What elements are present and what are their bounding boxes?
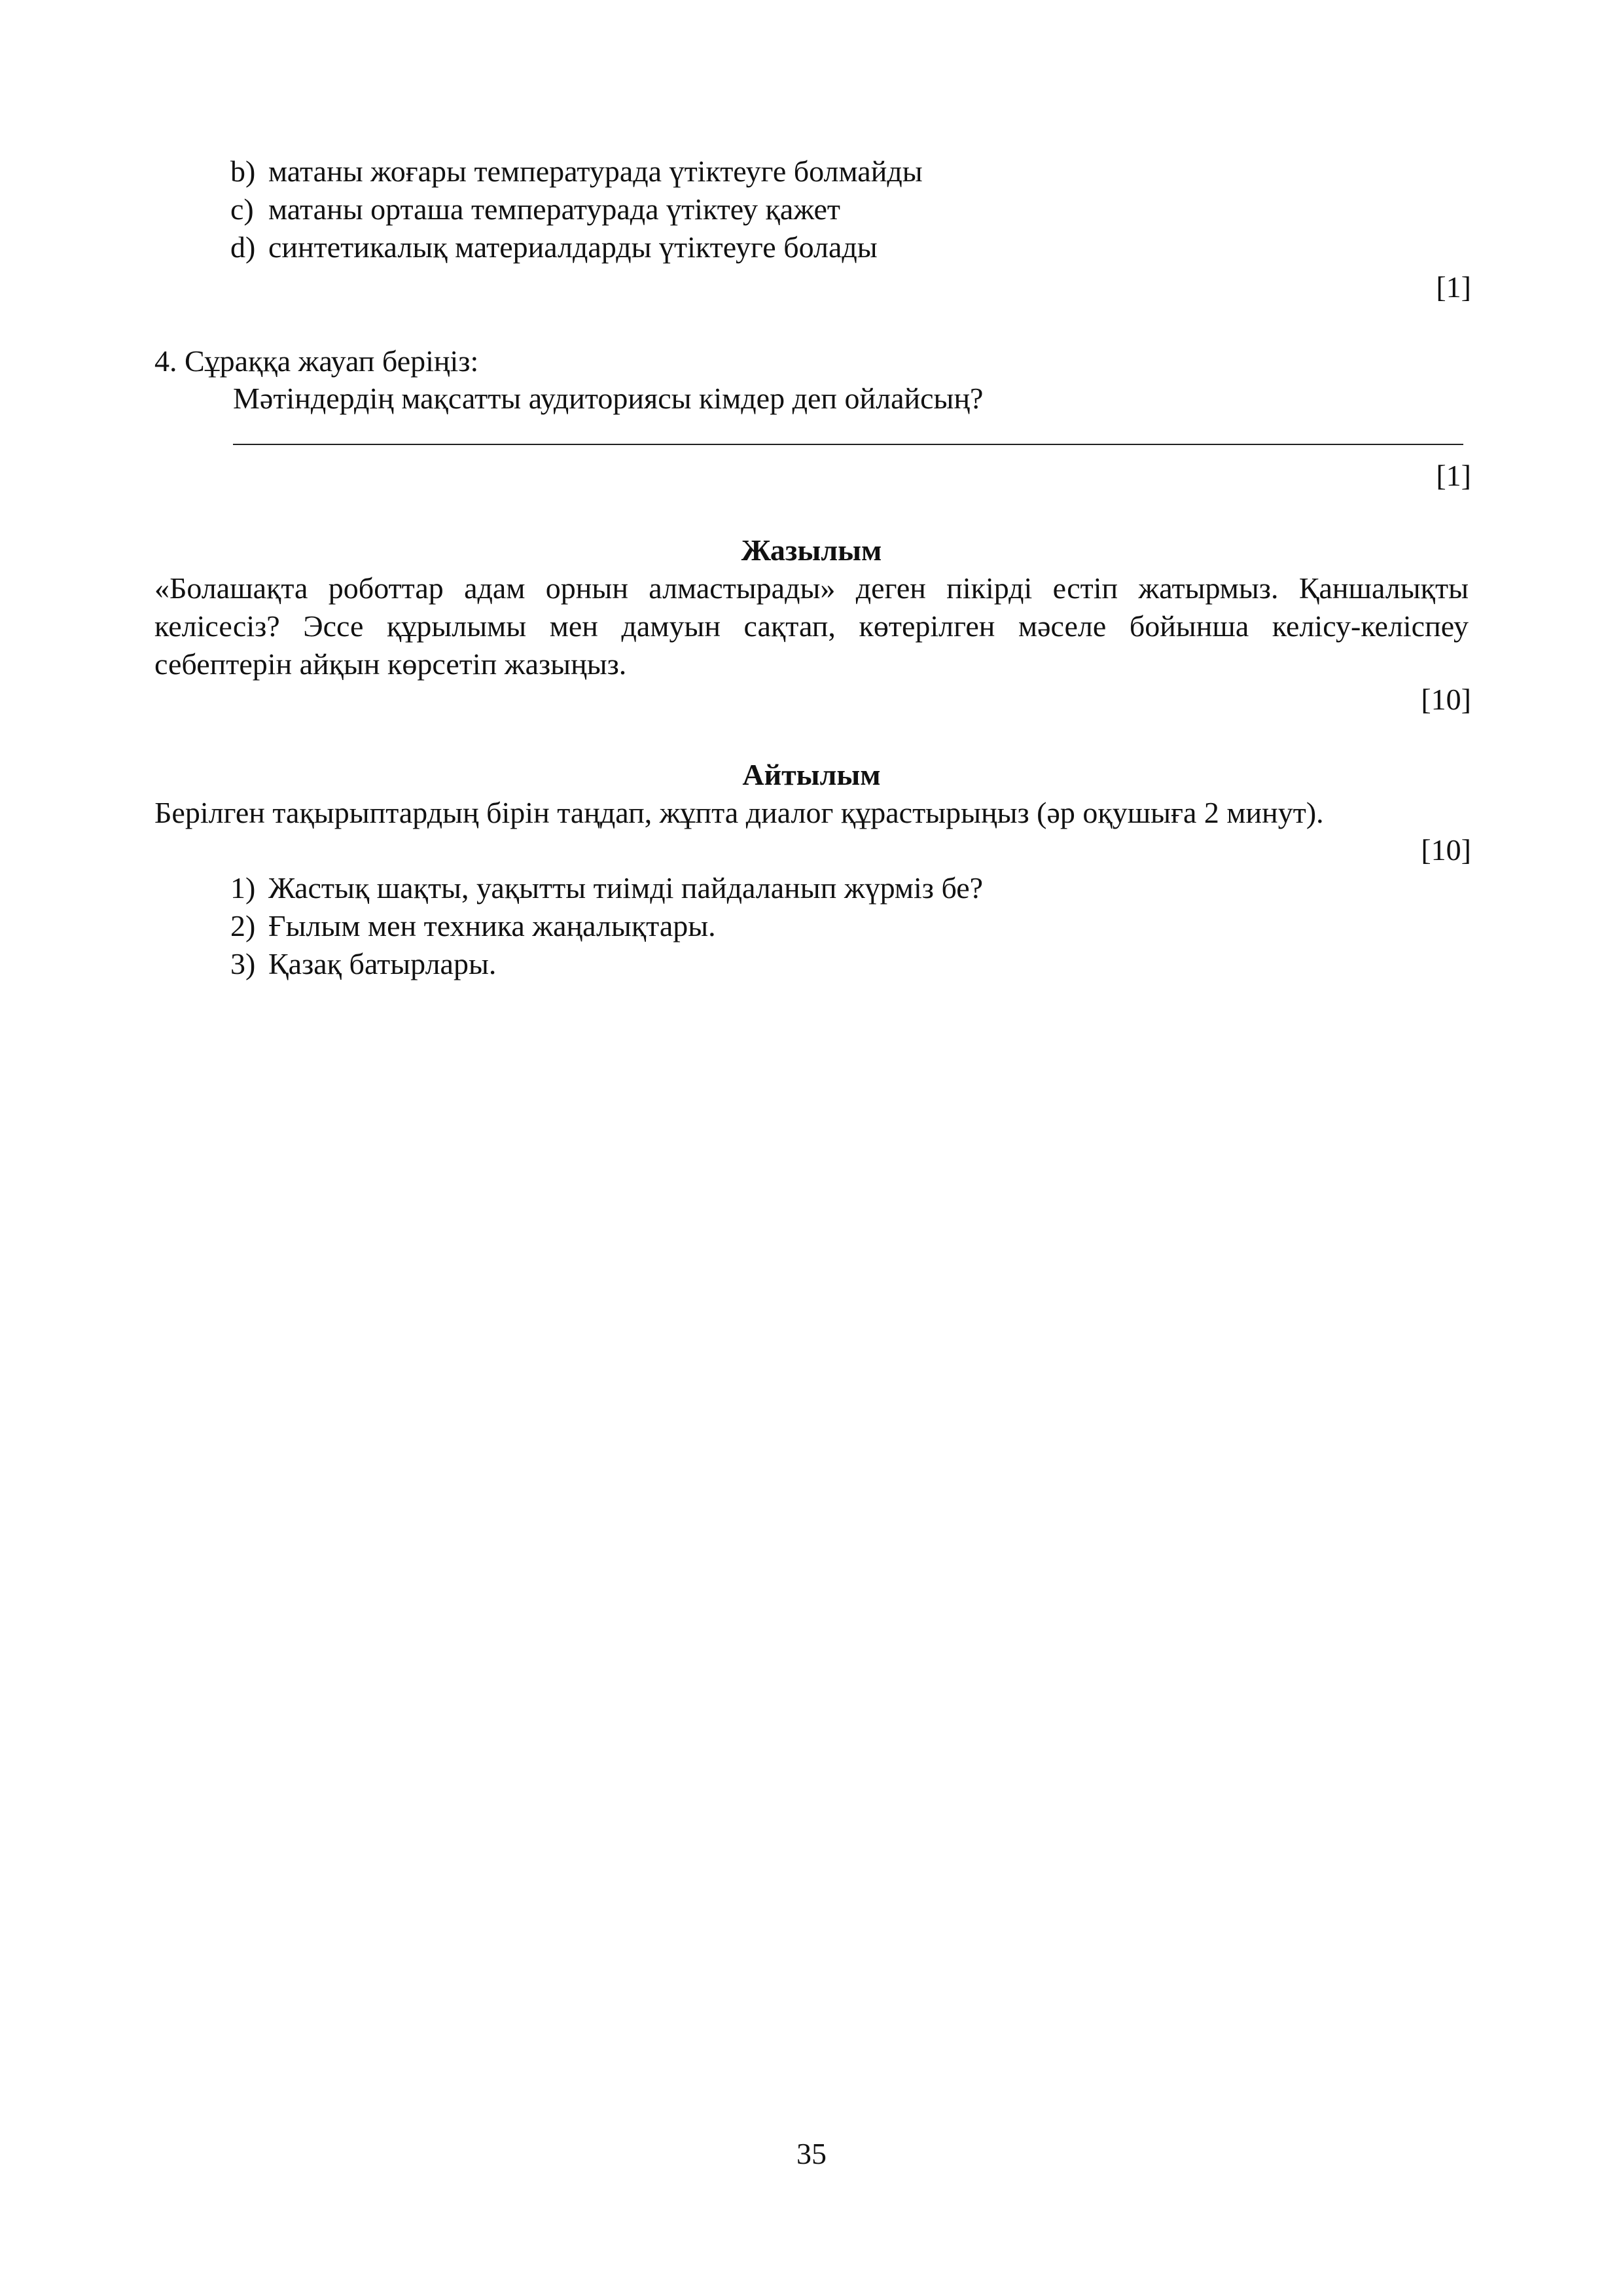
topic-3-text: Қазақ батырлары. (268, 947, 497, 980)
option-c-text: матаны орташа температурада үтіктеу қажет (268, 192, 841, 226)
option-b-text: матаны жоғары температурада үтіктеуге болмайды (268, 154, 923, 188)
option-d-letter: d) (230, 230, 256, 264)
topic-1-number: 1) (230, 871, 256, 905)
option-d-text: синтетикалық материалдарды үтіктеуге болады (268, 230, 878, 264)
question4-score: [1] (1436, 459, 1471, 492)
writing-heading: Жазылым (741, 533, 882, 567)
speaking-heading: Айтылым (742, 758, 881, 791)
question4-question: Мәтіндердің мақсатты аудиториясы кімдер деп ойлайсың? (233, 382, 984, 415)
speaking-score: [10] (1421, 833, 1471, 867)
page-number: 35 (796, 2137, 827, 2170)
topic-2-text: Ғылым мен техника жаңалықтары. (268, 909, 716, 942)
answer-line[interactable] (233, 444, 1463, 445)
writing-task-text: «Болашақта роботтар адам орнын алмастырады» деген пікірді естіп жатырмыз. Қаншалықты келісесіз? Эссе құрылымы мен дамуын сақтап, көтерілген мәселе бойынша келісу-келіспеу себептерін айқын көрсетіп жазыңыз. (154, 571, 1469, 681)
topic-1-text: Жастық шақты, уақытты тиімді пайдаланып жүрміз бе? (268, 871, 984, 905)
writing-score: [10] (1421, 683, 1471, 716)
question4-prompt: 4. Сұраққа жауап беріңіз: (154, 344, 479, 378)
topic-2-number: 2) (230, 909, 256, 942)
option-b-letter: b) (230, 154, 256, 188)
topic-3-number: 3) (230, 947, 256, 980)
question3-score: [1] (1436, 270, 1471, 304)
option-c-letter: c) (230, 192, 254, 226)
speaking-task-text: Берілген тақырыптардың бірін таңдап, жұпта диалог құрастырыңыз (әр оқушыға 2 минут). (154, 796, 1324, 829)
